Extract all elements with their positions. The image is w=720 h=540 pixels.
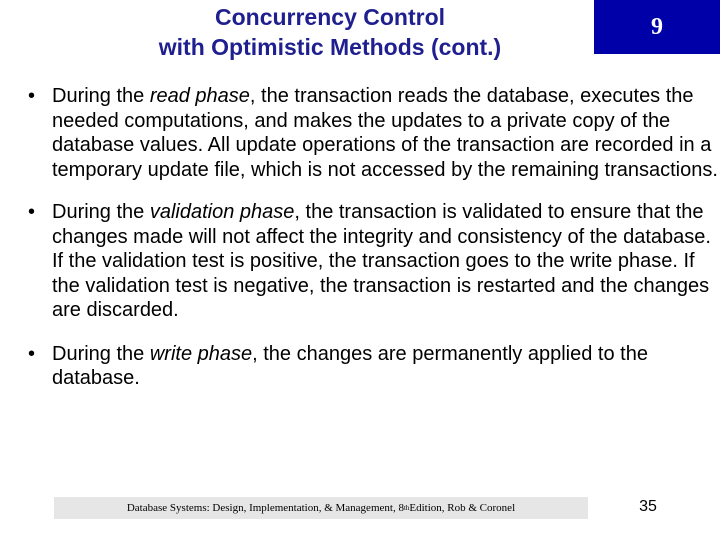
bullet-text-post: , the changes are permanently applied to the database. <box>52 342 648 389</box>
slide-title-line-1: Concurrency Control <box>214 4 446 30</box>
bullet-read-phase <box>28 84 718 182</box>
slide-title-line-2: with Optimistic Methods (cont.) <box>158 34 502 60</box>
bullet-term: validation phase <box>149 201 295 223</box>
bullet-text-pre: During the <box>52 201 150 223</box>
bullet-list <box>28 84 718 410</box>
footer-citation-text: Database Systems: Design, Implementation, & Management, 8 <box>126 502 404 514</box>
chapter-badge: 9 <box>594 0 720 54</box>
bullet-validation-phase <box>28 200 718 323</box>
bullet-text-post: , the transaction reads the database, executes the needed computations, and makes the updates to a private copy of the database values. All update operations of the transaction are recorded in a temporary update file, which is not accessed by the remaining transactions. <box>52 85 718 181</box>
bullet-write-phase <box>28 342 718 391</box>
page-number: 35 <box>639 498 657 515</box>
footer-citation: Database Systems: Design, Implementation, & Management, 8 th Edition, Rob & Coronel <box>54 497 588 519</box>
bullet-term: read phase <box>149 85 250 107</box>
bullet-term: write phase <box>149 342 253 365</box>
bullet-text-pre: During the <box>52 342 150 365</box>
footer-citation-text-end: Edition, Rob & Coronel <box>409 502 516 514</box>
bullet-text-post: , the transaction is validated to ensure that the changes made will not affect the integrity and consistency of the database. If the validation test is positive, the transaction goes to the write phase. If the validation test is negative, the transaction is restarted and the changes are discarded. <box>52 201 711 321</box>
bullet-text-pre: During the <box>52 85 150 107</box>
slide-title <box>60 2 600 62</box>
